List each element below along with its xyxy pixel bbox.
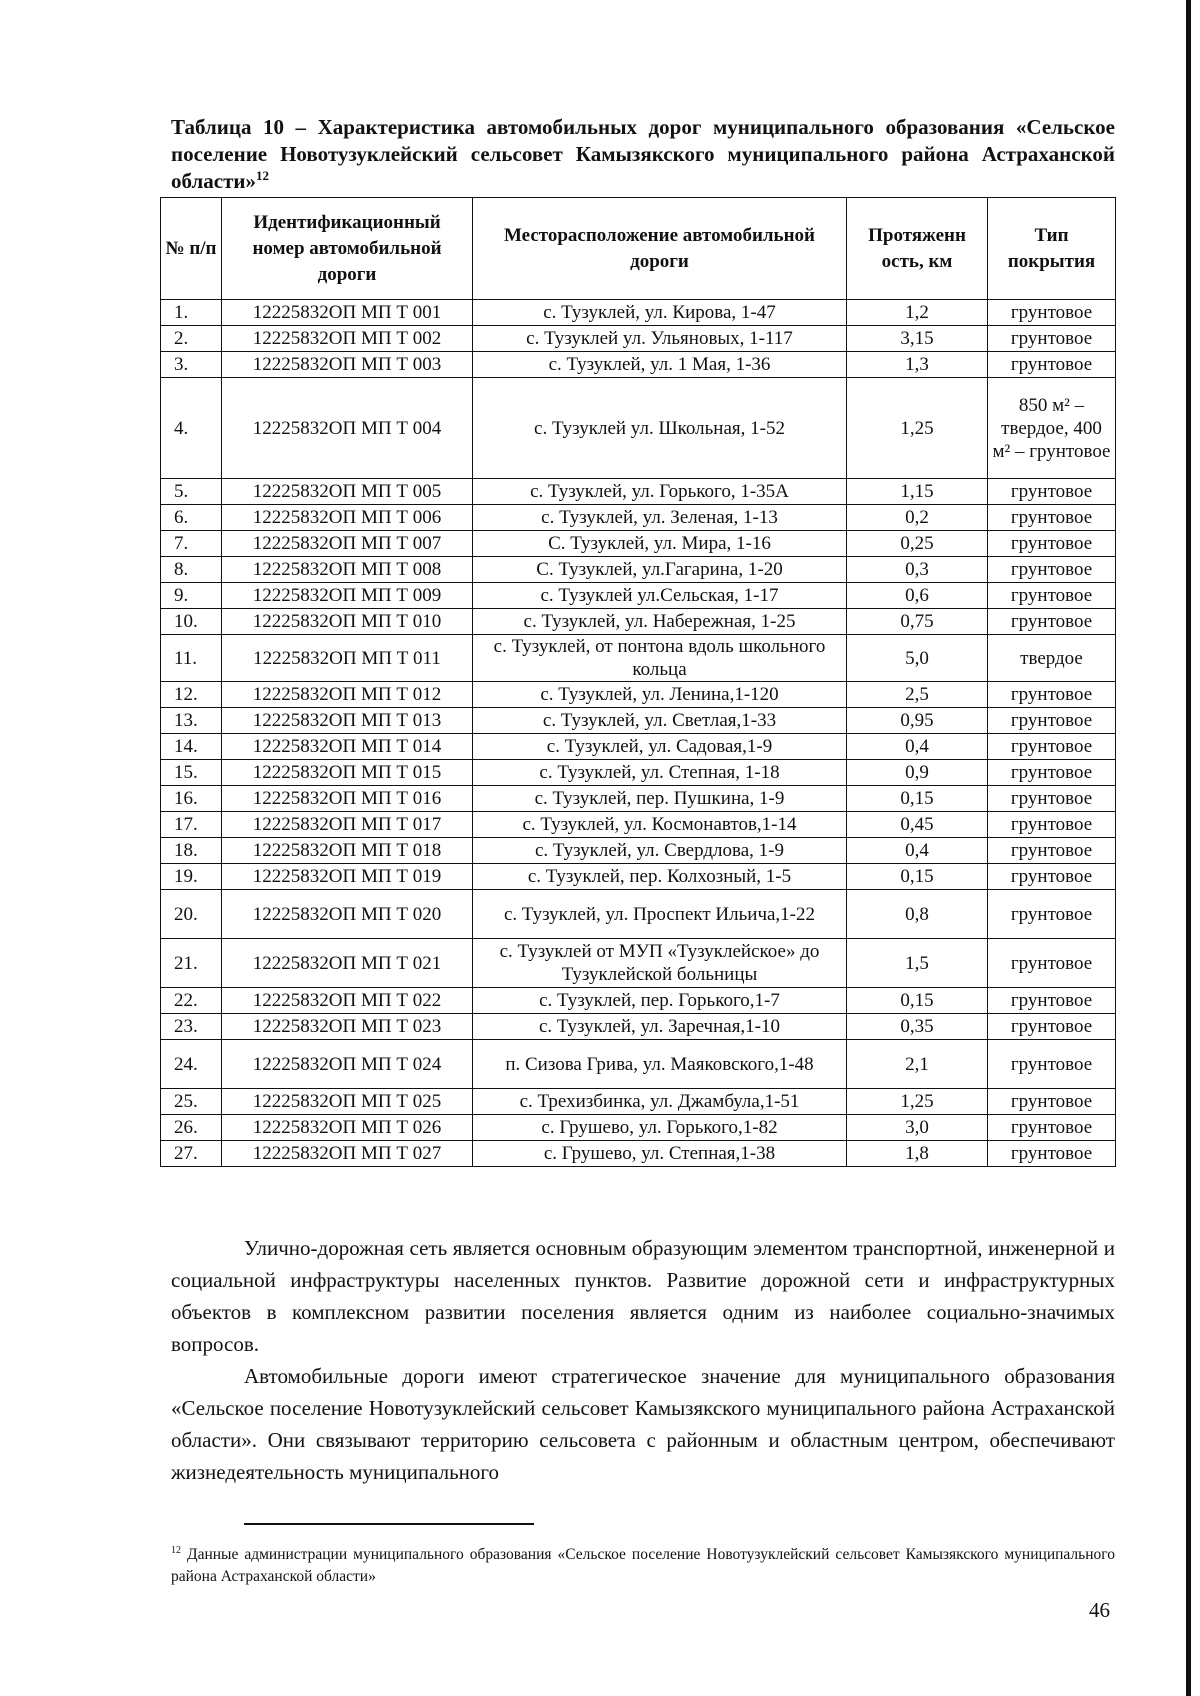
cell-num: 19.: [161, 864, 222, 890]
cell-num: 10.: [161, 609, 222, 635]
cell-surface: грунтовое: [988, 326, 1116, 352]
cell-location: с. Тузуклей ул. Школьная, 1-52: [473, 378, 847, 479]
table-row: [161, 1089, 1116, 1115]
cell-num: 17.: [161, 812, 222, 838]
cell-location: п. Сизова Грива, ул. Маяковского,1-48: [473, 1040, 847, 1089]
cell-id: 12225832ОП МП Т 026: [222, 1115, 473, 1141]
header-length: Протяженн ость, км: [847, 198, 988, 300]
cell-id: 12225832ОП МП Т 013: [222, 708, 473, 734]
header-num: № п/п: [161, 198, 222, 300]
cell-num: 25.: [161, 1089, 222, 1115]
cell-num: 16.: [161, 786, 222, 812]
footnote-text: Данные администрации муниципального образования «Сельское поселение Новотузуклейский сельсовет Камызякского муниципального района Астраханской области»: [171, 1546, 1115, 1586]
cell-surface: грунтовое: [988, 1040, 1116, 1089]
cell-length: 2,1: [847, 1040, 988, 1089]
cell-id: 12225832ОП МП Т 022: [222, 988, 473, 1014]
table-row: [161, 557, 1116, 583]
scan-edge-border: [1186, 0, 1191, 1696]
roads-table: [160, 197, 1116, 1167]
cell-length: 2,5: [847, 682, 988, 708]
cell-length: 1,25: [847, 378, 988, 479]
cell-surface: грунтовое: [988, 583, 1116, 609]
cell-length: 3,15: [847, 326, 988, 352]
cell-location: с. Тузуклей, пер. Горького,1-7: [473, 988, 847, 1014]
cell-surface: грунтовое: [988, 682, 1116, 708]
cell-surface: грунтовое: [988, 1115, 1116, 1141]
cell-surface: грунтовое: [988, 760, 1116, 786]
table-row: [161, 1141, 1116, 1167]
cell-length: 0,8: [847, 890, 988, 939]
cell-location: с. Тузуклей ул. Ульяновых, 1-117: [473, 326, 847, 352]
table-row: [161, 635, 1116, 682]
cell-surface: грунтовое: [988, 1014, 1116, 1040]
cell-location: с. Грушево, ул. Горького,1-82: [473, 1115, 847, 1141]
cell-length: 0,15: [847, 864, 988, 890]
cell-location: с. Тузуклей, ул. Светлая,1-33: [473, 708, 847, 734]
cell-length: 5,0: [847, 635, 988, 682]
table-row: [161, 1040, 1116, 1089]
cell-surface: грунтовое: [988, 838, 1116, 864]
header-id: Идентификационный номер автомобильной дороги: [222, 198, 473, 300]
cell-surface: грунтовое: [988, 1141, 1116, 1167]
cell-length: 0,4: [847, 838, 988, 864]
cell-length: 1,8: [847, 1141, 988, 1167]
cell-num: 26.: [161, 1115, 222, 1141]
table-row: [161, 352, 1116, 378]
cell-surface: грунтовое: [988, 812, 1116, 838]
cell-length: 0,6: [847, 583, 988, 609]
cell-id: 12225832ОП МП Т 016: [222, 786, 473, 812]
cell-length: 0,25: [847, 531, 988, 557]
cell-surface: грунтовое: [988, 300, 1116, 326]
cell-location: с. Тузуклей, ул. Кирова, 1-47: [473, 300, 847, 326]
table-row: [161, 682, 1116, 708]
cell-id: 12225832ОП МП Т 024: [222, 1040, 473, 1089]
footnote: [171, 1540, 1115, 1588]
cell-num: 8.: [161, 557, 222, 583]
cell-length: 0,9: [847, 760, 988, 786]
cell-surface: грунтовое: [988, 864, 1116, 890]
table-row: [161, 864, 1116, 890]
cell-length: 1,2: [847, 300, 988, 326]
cell-surface: грунтовое: [988, 531, 1116, 557]
cell-num: 22.: [161, 988, 222, 1014]
cell-num: 1.: [161, 300, 222, 326]
cell-location: с. Тузуклей, ул. Космонавтов,1-14: [473, 812, 847, 838]
table-row: [161, 505, 1116, 531]
cell-num: 4.: [161, 378, 222, 479]
cell-location: с. Тузуклей, ул. Проспект Ильича,1-22: [473, 890, 847, 939]
cell-length: 0,2: [847, 505, 988, 531]
cell-location: с. Тузуклей, от понтона вдоль школьного кольца: [473, 635, 847, 682]
cell-surface: грунтовое: [988, 708, 1116, 734]
cell-id: 12225832ОП МП Т 003: [222, 352, 473, 378]
paragraph: Автомобильные дороги имеют стратегическое значение для муниципального образования «Сельское поселение Новотузуклейский сельсовет Камызякского муниципального района Астраханской области». Они связывают территорию сельсовета с районным и областным центром, обеспечивают жизнедеятельность муниципального: [171, 1364, 1115, 1484]
cell-id: 12225832ОП МП Т 015: [222, 760, 473, 786]
cell-num: 6.: [161, 505, 222, 531]
table-row: [161, 939, 1116, 988]
cell-id: 12225832ОП МП Т 020: [222, 890, 473, 939]
cell-id: 12225832ОП МП Т 012: [222, 682, 473, 708]
header-surface: Тип покрытия: [988, 198, 1116, 300]
table-row: [161, 812, 1116, 838]
cell-id: 12225832ОП МП Т 014: [222, 734, 473, 760]
cell-id: 12225832ОП МП Т 006: [222, 505, 473, 531]
cell-surface: твердое: [988, 635, 1116, 682]
table-row: [161, 838, 1116, 864]
cell-num: 15.: [161, 760, 222, 786]
cell-length: 0,95: [847, 708, 988, 734]
cell-location: с. Тузуклей, пер. Колхозный, 1-5: [473, 864, 847, 890]
cell-length: 1,5: [847, 939, 988, 988]
table-row: [161, 609, 1116, 635]
cell-location: С. Тузуклей, ул.Гагарина, 1-20: [473, 557, 847, 583]
cell-num: 11.: [161, 635, 222, 682]
table-row: [161, 734, 1116, 760]
cell-num: 7.: [161, 531, 222, 557]
cell-id: 12225832ОП МП Т 009: [222, 583, 473, 609]
table-row: [161, 786, 1116, 812]
cell-surface: грунтовое: [988, 352, 1116, 378]
cell-length: 0,35: [847, 1014, 988, 1040]
table-body: [161, 300, 1116, 1167]
cell-surface: грунтовое: [988, 557, 1116, 583]
cell-id: 12225832ОП МП Т 019: [222, 864, 473, 890]
cell-location: с. Тузуклей, ул. Набережная, 1-25: [473, 609, 847, 635]
cell-surface: грунтовое: [988, 734, 1116, 760]
cell-id: 12225832ОП МП Т 008: [222, 557, 473, 583]
cell-id: 12225832ОП МП Т 011: [222, 635, 473, 682]
cell-location: с. Тузуклей, ул. Зеленая, 1-13: [473, 505, 847, 531]
cell-num: 2.: [161, 326, 222, 352]
footnote-separator: [244, 1523, 534, 1525]
table-row: [161, 583, 1116, 609]
table-row: [161, 760, 1116, 786]
cell-length: 0,75: [847, 609, 988, 635]
cell-length: 1,15: [847, 479, 988, 505]
table-header-row: [161, 198, 1116, 300]
cell-num: 5.: [161, 479, 222, 505]
cell-surface: грунтовое: [988, 505, 1116, 531]
table-row: [161, 1115, 1116, 1141]
page-number: 46: [1089, 1598, 1110, 1622]
cell-length: 0,15: [847, 988, 988, 1014]
table-caption: [171, 114, 1115, 195]
cell-length: 1,25: [847, 1089, 988, 1115]
cell-location: с. Тузуклей, ул. Степная, 1-18: [473, 760, 847, 786]
table-row: [161, 326, 1116, 352]
cell-num: 24.: [161, 1040, 222, 1089]
footnote-number: 12: [171, 1545, 181, 1556]
cell-num: 21.: [161, 939, 222, 988]
cell-id: 12225832ОП МП Т 023: [222, 1014, 473, 1040]
cell-location: с. Тузуклей, ул. Свердлова, 1-9: [473, 838, 847, 864]
cell-surface: грунтовое: [988, 479, 1116, 505]
cell-num: 27.: [161, 1141, 222, 1167]
cell-id: 12225832ОП МП Т 001: [222, 300, 473, 326]
cell-id: 12225832ОП МП Т 002: [222, 326, 473, 352]
cell-location: с. Тузуклей, ул. Садовая,1-9: [473, 734, 847, 760]
table-row: [161, 479, 1116, 505]
cell-location: с. Тузуклей, ул. Заречная,1-10: [473, 1014, 847, 1040]
cell-id: 12225832ОП МП Т 027: [222, 1141, 473, 1167]
cell-length: 3,0: [847, 1115, 988, 1141]
header-location: Месторасположение автомобильной дороги: [473, 198, 847, 300]
cell-location: с. Тузуклей, ул. 1 Мая, 1-36: [473, 352, 847, 378]
cell-location: с. Грушево, ул. Степная,1-38: [473, 1141, 847, 1167]
cell-num: 18.: [161, 838, 222, 864]
cell-length: 1,3: [847, 352, 988, 378]
table-row: [161, 988, 1116, 1014]
cell-num: 20.: [161, 890, 222, 939]
cell-length: 0,15: [847, 786, 988, 812]
cell-num: 23.: [161, 1014, 222, 1040]
footnote-reference: 12: [256, 168, 269, 183]
cell-id: 12225832ОП МП Т 017: [222, 812, 473, 838]
cell-id: 12225832ОП МП Т 007: [222, 531, 473, 557]
cell-length: 0,45: [847, 812, 988, 838]
cell-num: 13.: [161, 708, 222, 734]
cell-surface: грунтовое: [988, 1089, 1116, 1115]
cell-num: 12.: [161, 682, 222, 708]
cell-length: 0,3: [847, 557, 988, 583]
cell-surface: грунтовое: [988, 988, 1116, 1014]
paragraph: Улично-дорожная сеть является основным образующим элементом транспортной, инженерной и социальной инфраструктуры населенных пунктов. Развитие дорожной сети и инфраструктурных объектов в комплексном развитии поселения является одним из наиболее социально-значимых вопросов.: [171, 1236, 1115, 1356]
cell-id: 12225832ОП МП Т 025: [222, 1089, 473, 1115]
table-caption-text: Таблица 10 – Характеристика автомобильных дорог муниципального образования «Сельское поселение Новотузуклейский сельсовет Камызякского муниципального района Астраханской области»: [171, 115, 1115, 193]
table-row: [161, 531, 1116, 557]
cell-location: с. Тузуклей, ул. Горького, 1-35А: [473, 479, 847, 505]
cell-location: С. Тузуклей, ул. Мира, 1-16: [473, 531, 847, 557]
cell-num: 14.: [161, 734, 222, 760]
cell-surface: грунтовое: [988, 939, 1116, 988]
cell-surface: грунтовое: [988, 786, 1116, 812]
cell-num: 3.: [161, 352, 222, 378]
cell-surface: 850 м² – твердое, 400 м² – грунтовое: [988, 378, 1116, 479]
table-row: [161, 1014, 1116, 1040]
cell-num: 9.: [161, 583, 222, 609]
cell-id: 12225832ОП МП Т 005: [222, 479, 473, 505]
cell-id: 12225832ОП МП Т 021: [222, 939, 473, 988]
cell-id: 12225832ОП МП Т 004: [222, 378, 473, 479]
body-text: [171, 1232, 1115, 1488]
table-row: [161, 708, 1116, 734]
table-row: [161, 300, 1116, 326]
cell-surface: грунтовое: [988, 609, 1116, 635]
cell-location: с. Трехизбинка, ул. Джамбула,1-51: [473, 1089, 847, 1115]
cell-id: 12225832ОП МП Т 018: [222, 838, 473, 864]
cell-location: с. Тузуклей от МУП «Тузуклейское» до Тузуклейской больницы: [473, 939, 847, 988]
table-row: [161, 890, 1116, 939]
cell-id: 12225832ОП МП Т 010: [222, 609, 473, 635]
table-row: [161, 378, 1116, 479]
cell-length: 0,4: [847, 734, 988, 760]
cell-location: с. Тузуклей, ул. Ленина,1-120: [473, 682, 847, 708]
cell-location: с. Тузуклей ул.Сельская, 1-17: [473, 583, 847, 609]
cell-location: с. Тузуклей, пер. Пушкина, 1-9: [473, 786, 847, 812]
cell-surface: грунтовое: [988, 890, 1116, 939]
